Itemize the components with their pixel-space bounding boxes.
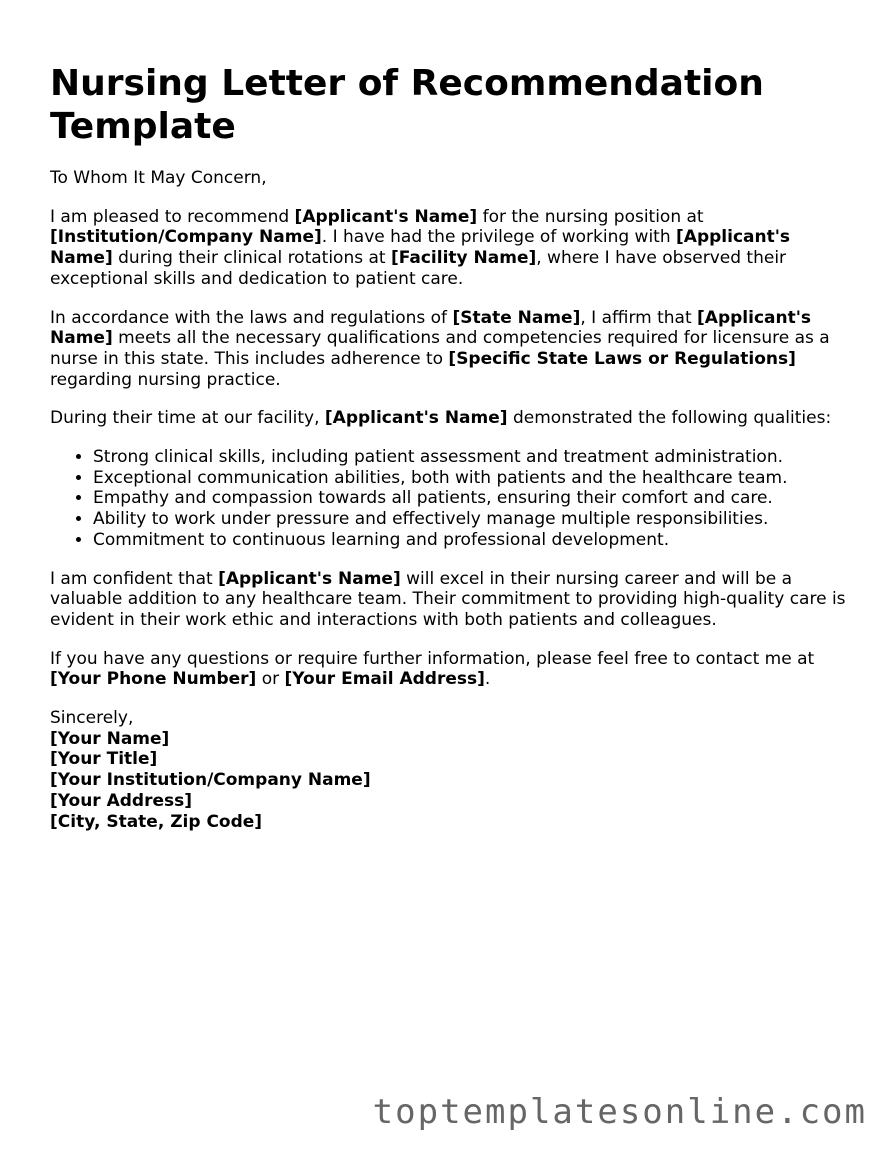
signature-city: [City, State, Zip Code] bbox=[50, 811, 263, 832]
letter-page bbox=[50, 62, 850, 832]
placeholder-institution-name: [Institution/Company Name] bbox=[50, 227, 322, 248]
list-item: • Empathy and compassion towards all patients, ensuring their comfort and care. bbox=[93, 488, 850, 509]
paragraph-introduction: I am pleased to recommend [Applicant's Name] for the nursing position at [Institution/Company Name]. I have had the privilege of working with [Applicant's Name] during their clinical rotations at [Facility Name], where I have observed their exceptional skills and dedication to patient care. bbox=[50, 206, 791, 289]
paragraph-licensure: In accordance with the laws and regulations of [State Name], I affirm that [Applicant's Name] meets all the necessary qualifications and competencies required for licensure as a nurse in this state. This includes adherence to [Specific State Laws or Regulations] regarding nursing practice. bbox=[50, 307, 830, 390]
list-item: • Ability to work under pressure and effectively manage multiple responsibilities. bbox=[93, 509, 850, 530]
qualities-list bbox=[50, 447, 850, 551]
placeholder-applicant-name: [Applicant's Name] bbox=[294, 206, 478, 227]
signature-name: [Your Name] bbox=[50, 728, 170, 749]
signature-address: [Your Address] bbox=[50, 790, 193, 811]
signature-title: [Your Title] bbox=[50, 749, 158, 770]
placeholder-applicant-name: [Applicant's Name] bbox=[50, 227, 791, 269]
paragraph-qualities-intro: During their time at our facility, [Applicant's Name] demonstrated the following qualities: bbox=[50, 408, 832, 429]
placeholder-email-address: [Your Email Address] bbox=[284, 669, 485, 690]
placeholder-facility-name: [Facility Name] bbox=[390, 248, 537, 269]
salutation: To Whom It May Concern, bbox=[50, 168, 267, 188]
page-title: Nursing Letter of Recommendation Template bbox=[50, 63, 764, 147]
placeholder-state-laws: [Specific State Laws or Regulations] bbox=[448, 348, 796, 369]
placeholder-applicant-name: [Applicant's Name] bbox=[218, 568, 401, 589]
placeholder-phone-number: [Your Phone Number] bbox=[50, 669, 257, 690]
placeholder-state-name: [State Name] bbox=[452, 307, 581, 328]
list-item: • Strong clinical skills, including patient assessment and treatment administration. bbox=[93, 447, 850, 468]
closing: Sincerely, bbox=[50, 708, 134, 729]
signature-block bbox=[50, 708, 850, 832]
watermark: toptemplatesonline.com bbox=[372, 1092, 867, 1132]
paragraph-confidence: I am confident that [Applicant's Name] will excel in their nursing career and will be a valuable addition to any healthcare team. Their commitment to providing high-quality care is evident in their work ethic and interactions with both patients and colleagues. bbox=[50, 568, 846, 630]
placeholder-applicant-name: [Applicant's Name] bbox=[50, 307, 812, 349]
signature-institution: [Your Institution/Company Name] bbox=[50, 770, 371, 791]
list-item: • Exceptional communication abilities, both with patients and the healthcare team. bbox=[93, 468, 850, 489]
placeholder-applicant-name: [Applicant's Name] bbox=[324, 408, 508, 429]
paragraph-contact: If you have any questions or require further information, please feel free to contact me at [Your Phone Number] or [Your Email Address]. bbox=[50, 648, 815, 690]
list-item: • Commitment to continuous learning and professional development. bbox=[93, 530, 850, 551]
